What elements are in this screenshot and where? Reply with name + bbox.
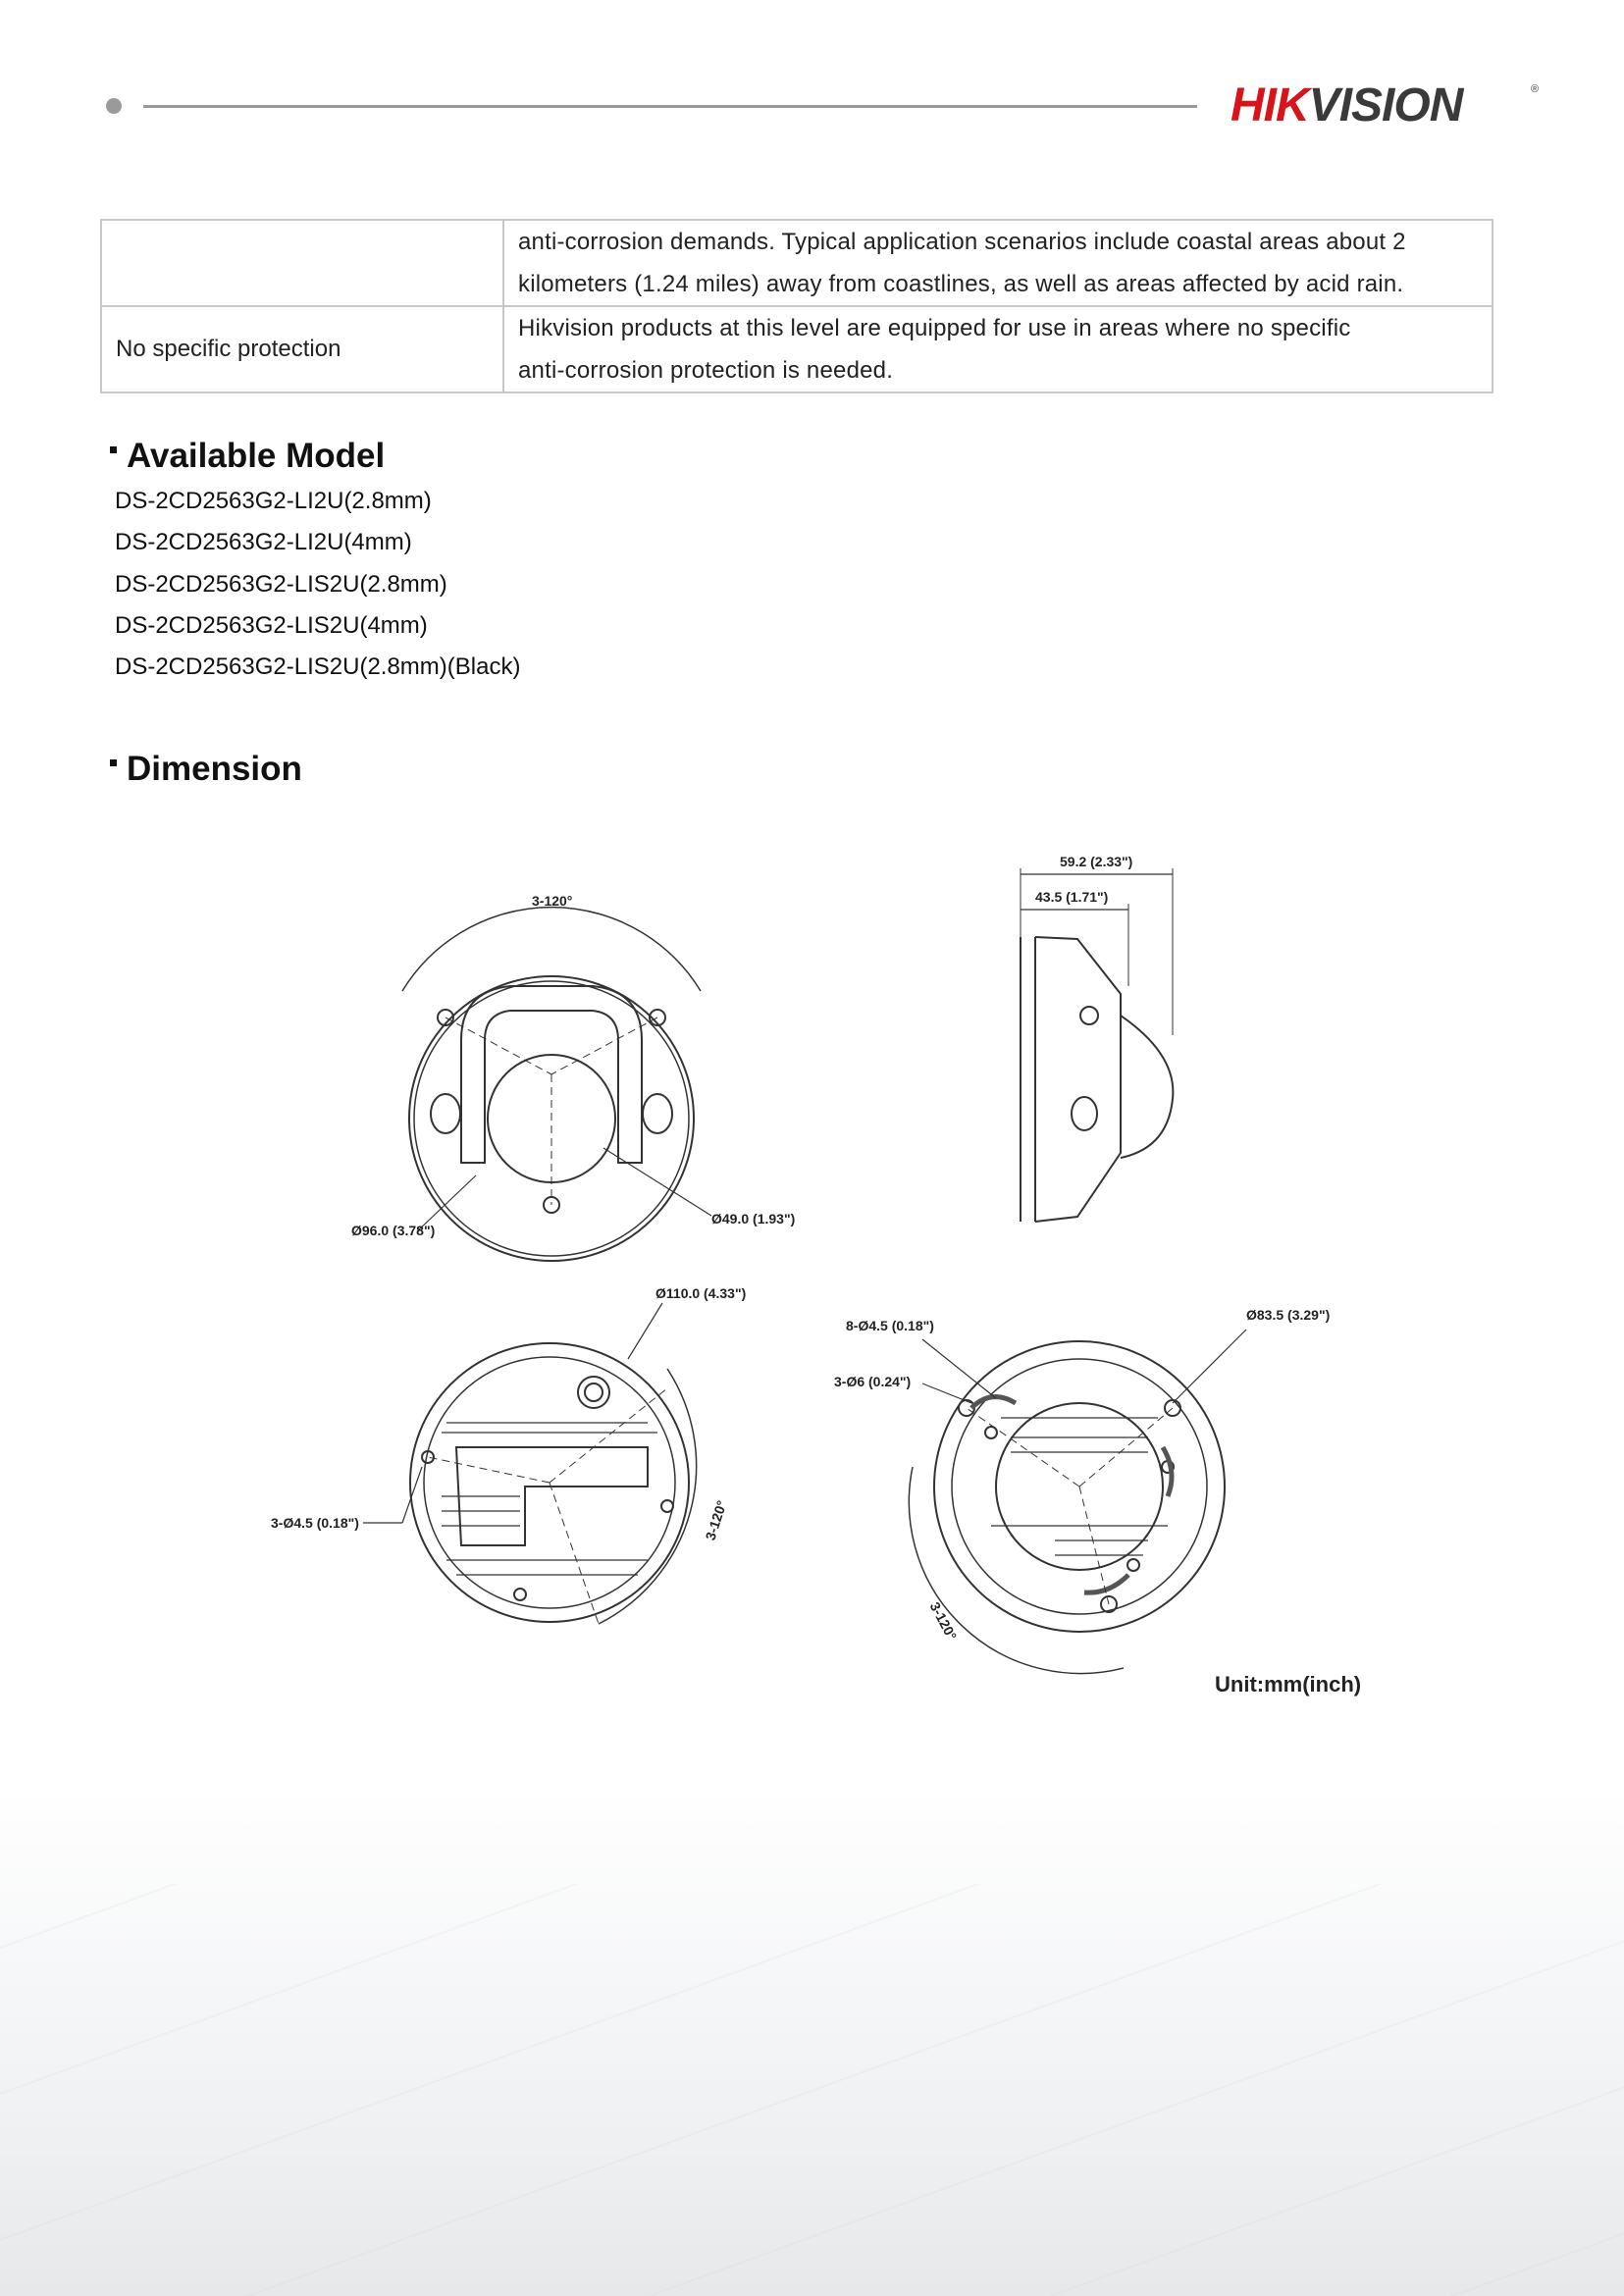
dimension-label: 3-Ø4.5 (0.18")	[271, 1515, 359, 1531]
available-model-heading	[110, 437, 385, 476]
table-cell-label	[101, 220, 503, 306]
dimension-heading	[110, 750, 302, 789]
list-item: DS-2CD2563G2-LIS2U(2.8mm)(Black)	[115, 653, 521, 681]
description-line: anti-corrosion demands. Typical application scenarios include coastal areas about 2	[518, 229, 1406, 255]
dimension-label: 8-Ø4.5 (0.18")	[846, 1318, 934, 1333]
bullet-square-icon	[110, 759, 117, 766]
dimension-drawing	[226, 839, 1403, 1712]
side-view-drawing	[1021, 868, 1173, 1222]
dimension-label: 3-120°	[702, 1498, 730, 1542]
dimension-label: 43.5 (1.71")	[1035, 889, 1109, 905]
table-cell-description	[503, 220, 1493, 306]
base-view-drawing	[363, 1303, 697, 1624]
model-list	[115, 481, 520, 688]
list-item: DS-2CD2563G2-LI2U(2.8mm)	[115, 488, 432, 514]
svg-text:HIKVISION: HIKVISION	[1231, 79, 1463, 131]
section-title-text: Dimension	[127, 750, 302, 788]
description-line: Hikvision products at this level are equipped for use in areas where no specific	[518, 315, 1351, 341]
table-cell-label: No specific protection	[101, 306, 503, 392]
page-background-pattern	[0, 1884, 1624, 2296]
table-cell-description	[503, 306, 1493, 392]
table-row	[101, 306, 1493, 392]
svg-text:®: ®	[1531, 83, 1540, 95]
dimension-label: 3-120°	[532, 893, 573, 909]
dimension-label: Ø83.5 (3.29")	[1246, 1307, 1331, 1323]
dimension-label: 59.2 (2.33")	[1060, 854, 1133, 869]
section-title-text: Available Model	[127, 437, 386, 475]
mount-view-drawing	[909, 1330, 1246, 1674]
list-item: DS-2CD2563G2-LI2U(4mm)	[115, 529, 412, 556]
unit-label: Unit:mm(inch)	[1215, 1672, 1362, 1696]
header-dot	[106, 98, 122, 114]
description-line: kilometers (1.24 miles) away from coastlines, as well as areas affected by acid rain.	[518, 271, 1404, 297]
dimension-label: 3-120°	[926, 1599, 961, 1644]
header-rule	[143, 105, 1197, 108]
description-line: anti-corrosion protection is needed.	[518, 357, 894, 384]
table-row	[101, 220, 1493, 306]
top-view-drawing	[402, 908, 711, 1261]
dimension-label: Ø49.0 (1.93")	[711, 1211, 796, 1226]
list-item: DS-2CD2563G2-LIS2U(2.8mm)	[115, 570, 447, 598]
bullet-square-icon	[110, 446, 117, 453]
protection-table	[100, 219, 1493, 393]
dimension-label: Ø96.0 (3.78")	[351, 1223, 436, 1238]
list-item: DS-2CD2563G2-LIS2U(4mm)	[115, 611, 428, 639]
dimension-label: 3-Ø6 (0.24")	[834, 1374, 912, 1389]
dimension-label: Ø110.0 (4.33")	[655, 1285, 747, 1301]
hikvision-logo	[1231, 77, 1545, 131]
